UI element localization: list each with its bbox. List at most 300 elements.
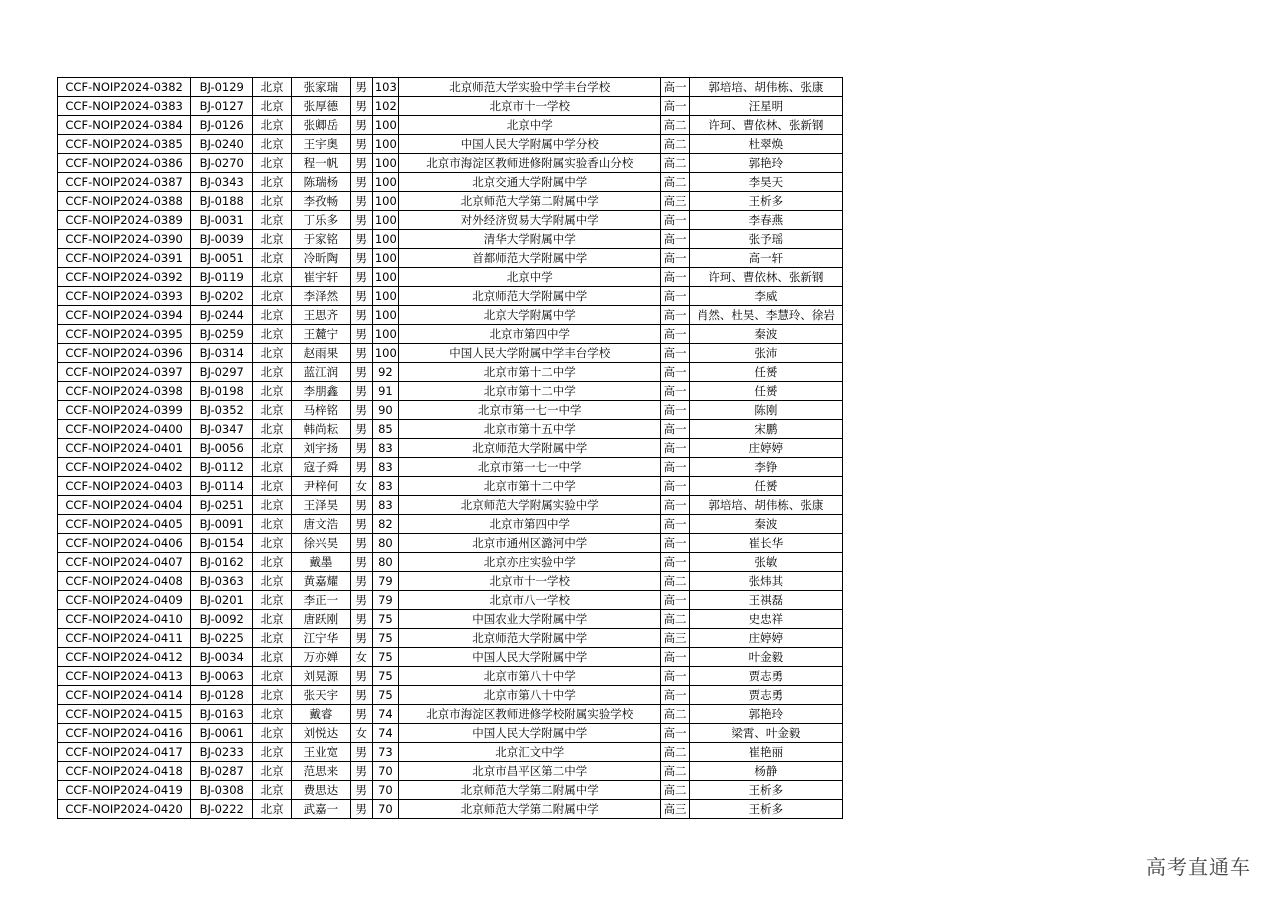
cell-student-name: 江宁华 xyxy=(292,629,351,648)
cell-school: 北京市第十二中学 xyxy=(399,382,661,401)
cell-gender: 男 xyxy=(350,211,372,230)
cell-grade: 高一 xyxy=(661,458,689,477)
cell-grade: 高一 xyxy=(661,325,689,344)
cell-school: 北京师范大学第二附属中学 xyxy=(399,800,661,819)
cell-school: 北京汇文中学 xyxy=(399,743,661,762)
cell-grade: 高三 xyxy=(661,192,689,211)
cell-school: 首都师范大学附属中学 xyxy=(399,249,661,268)
cell-competitor-code: BJ-0201 xyxy=(191,591,253,610)
cell-province: 北京 xyxy=(253,477,292,496)
cell-student-name: 寇子舜 xyxy=(292,458,351,477)
cell-student-name: 万亦婵 xyxy=(292,648,351,667)
cell-gender: 男 xyxy=(350,743,372,762)
table-row xyxy=(58,97,843,116)
cell-gender: 男 xyxy=(350,249,372,268)
cell-score: 73 xyxy=(372,743,398,762)
cell-competitor-code: BJ-0129 xyxy=(191,78,253,97)
cell-coach: 王析多 xyxy=(689,192,842,211)
cell-coach: 肖然、杜昊、李慧玲、徐岩 xyxy=(689,306,842,325)
cell-coach: 张敏 xyxy=(689,553,842,572)
cell-score: 75 xyxy=(372,648,398,667)
cell-coach: 贾志勇 xyxy=(689,686,842,705)
cell-competitor-code: BJ-0112 xyxy=(191,458,253,477)
cell-grade: 高二 xyxy=(661,116,689,135)
cell-score: 103 xyxy=(372,78,398,97)
cell-competitor-code: BJ-0127 xyxy=(191,97,253,116)
table-row xyxy=(58,515,843,534)
cell-gender: 男 xyxy=(350,192,372,211)
cell-province: 北京 xyxy=(253,78,292,97)
cell-registration-id: CCF-NOIP2024-0391 xyxy=(58,249,191,268)
cell-student-name: 黄嘉耀 xyxy=(292,572,351,591)
cell-score: 100 xyxy=(372,116,398,135)
cell-competitor-code: BJ-0051 xyxy=(191,249,253,268)
cell-school: 北京大学附属中学 xyxy=(399,306,661,325)
cell-competitor-code: BJ-0240 xyxy=(191,135,253,154)
cell-registration-id: CCF-NOIP2024-0400 xyxy=(58,420,191,439)
cell-score: 100 xyxy=(372,192,398,211)
cell-score: 100 xyxy=(372,230,398,249)
cell-province: 北京 xyxy=(253,553,292,572)
cell-student-name: 李泽然 xyxy=(292,287,351,306)
cell-registration-id: CCF-NOIP2024-0392 xyxy=(58,268,191,287)
cell-grade: 高一 xyxy=(661,268,689,287)
cell-competitor-code: BJ-0225 xyxy=(191,629,253,648)
cell-grade: 高一 xyxy=(661,401,689,420)
table-row xyxy=(58,781,843,800)
cell-coach: 李春燕 xyxy=(689,211,842,230)
cell-registration-id: CCF-NOIP2024-0415 xyxy=(58,705,191,724)
cell-coach: 任赟 xyxy=(689,477,842,496)
cell-gender: 男 xyxy=(350,173,372,192)
table-row xyxy=(58,553,843,572)
cell-competitor-code: BJ-0287 xyxy=(191,762,253,781)
cell-gender: 男 xyxy=(350,154,372,173)
cell-coach: 汪星明 xyxy=(689,97,842,116)
cell-competitor-code: BJ-0352 xyxy=(191,401,253,420)
cell-score: 100 xyxy=(372,287,398,306)
cell-student-name: 陈瑞杨 xyxy=(292,173,351,192)
table-row xyxy=(58,363,843,382)
cell-gender: 男 xyxy=(350,287,372,306)
cell-student-name: 张厚德 xyxy=(292,97,351,116)
cell-competitor-code: BJ-0162 xyxy=(191,553,253,572)
cell-score: 82 xyxy=(372,515,398,534)
cell-school: 中国人民大学附属中学分校 xyxy=(399,135,661,154)
cell-registration-id: CCF-NOIP2024-0402 xyxy=(58,458,191,477)
cell-grade: 高二 xyxy=(661,610,689,629)
table-row xyxy=(58,705,843,724)
cell-coach: 郭艳玲 xyxy=(689,154,842,173)
cell-competitor-code: BJ-0154 xyxy=(191,534,253,553)
cell-registration-id: CCF-NOIP2024-0416 xyxy=(58,724,191,743)
cell-score: 83 xyxy=(372,439,398,458)
cell-student-name: 王宇奥 xyxy=(292,135,351,154)
cell-student-name: 蓝江润 xyxy=(292,363,351,382)
table-row xyxy=(58,800,843,819)
cell-gender: 女 xyxy=(350,477,372,496)
cell-student-name: 韩尚耘 xyxy=(292,420,351,439)
cell-gender: 男 xyxy=(350,325,372,344)
cell-student-name: 尹梓何 xyxy=(292,477,351,496)
cell-competitor-code: BJ-0363 xyxy=(191,572,253,591)
cell-gender: 男 xyxy=(350,382,372,401)
cell-province: 北京 xyxy=(253,268,292,287)
cell-school: 中国农业大学附属中学 xyxy=(399,610,661,629)
table-row xyxy=(58,724,843,743)
cell-score: 70 xyxy=(372,781,398,800)
cell-score: 83 xyxy=(372,458,398,477)
cell-student-name: 张家瑞 xyxy=(292,78,351,97)
cell-student-name: 王思齐 xyxy=(292,306,351,325)
cell-grade: 高一 xyxy=(661,363,689,382)
cell-gender: 男 xyxy=(350,686,372,705)
cell-province: 北京 xyxy=(253,762,292,781)
cell-competitor-code: BJ-0202 xyxy=(191,287,253,306)
cell-competitor-code: BJ-0163 xyxy=(191,705,253,724)
cell-gender: 男 xyxy=(350,420,372,439)
cell-score: 75 xyxy=(372,610,398,629)
cell-coach: 史忠祥 xyxy=(689,610,842,629)
cell-coach: 庄婷婷 xyxy=(689,629,842,648)
cell-student-name: 冷昕陶 xyxy=(292,249,351,268)
table-row xyxy=(58,667,843,686)
cell-score: 91 xyxy=(372,382,398,401)
cell-coach: 李铮 xyxy=(689,458,842,477)
cell-grade: 高一 xyxy=(661,78,689,97)
cell-gender: 男 xyxy=(350,515,372,534)
cell-coach: 庄婷婷 xyxy=(689,439,842,458)
cell-coach: 任赟 xyxy=(689,363,842,382)
cell-grade: 高二 xyxy=(661,781,689,800)
cell-coach: 陈刚 xyxy=(689,401,842,420)
cell-grade: 高二 xyxy=(661,705,689,724)
cell-gender: 女 xyxy=(350,724,372,743)
cell-student-name: 崔宇轩 xyxy=(292,268,351,287)
cell-registration-id: CCF-NOIP2024-0383 xyxy=(58,97,191,116)
cell-grade: 高一 xyxy=(661,344,689,363)
cell-score: 79 xyxy=(372,591,398,610)
cell-registration-id: CCF-NOIP2024-0417 xyxy=(58,743,191,762)
cell-province: 北京 xyxy=(253,306,292,325)
cell-province: 北京 xyxy=(253,135,292,154)
cell-score: 102 xyxy=(372,97,398,116)
cell-coach: 张予瑶 xyxy=(689,230,842,249)
cell-competitor-code: BJ-0039 xyxy=(191,230,253,249)
cell-score: 92 xyxy=(372,363,398,382)
cell-school: 北京市海淀区教师进修学校附属实验学校 xyxy=(399,705,661,724)
cell-coach: 杜翠焕 xyxy=(689,135,842,154)
cell-score: 100 xyxy=(372,135,398,154)
cell-province: 北京 xyxy=(253,249,292,268)
cell-coach: 李昊天 xyxy=(689,173,842,192)
cell-competitor-code: BJ-0251 xyxy=(191,496,253,515)
table-row xyxy=(58,325,843,344)
table-row xyxy=(58,249,843,268)
cell-school: 北京师范大学第二附属中学 xyxy=(399,192,661,211)
cell-coach: 任赟 xyxy=(689,382,842,401)
cell-score: 70 xyxy=(372,800,398,819)
cell-student-name: 张卿岳 xyxy=(292,116,351,135)
cell-competitor-code: BJ-0244 xyxy=(191,306,253,325)
cell-school: 北京交通大学附属中学 xyxy=(399,173,661,192)
cell-school: 对外经济贸易大学附属中学 xyxy=(399,211,661,230)
cell-student-name: 刘宇扬 xyxy=(292,439,351,458)
cell-province: 北京 xyxy=(253,534,292,553)
cell-grade: 高二 xyxy=(661,173,689,192)
cell-province: 北京 xyxy=(253,420,292,439)
table-row xyxy=(58,344,843,363)
cell-competitor-code: BJ-0297 xyxy=(191,363,253,382)
cell-province: 北京 xyxy=(253,686,292,705)
cell-school: 北京市第八十中学 xyxy=(399,686,661,705)
cell-student-name: 唐文浩 xyxy=(292,515,351,534)
cell-school: 中国人民大学附属中学 xyxy=(399,724,661,743)
cell-score: 74 xyxy=(372,705,398,724)
cell-gender: 男 xyxy=(350,230,372,249)
cell-registration-id: CCF-NOIP2024-0385 xyxy=(58,135,191,154)
cell-province: 北京 xyxy=(253,515,292,534)
cell-registration-id: CCF-NOIP2024-0393 xyxy=(58,287,191,306)
cell-competitor-code: BJ-0063 xyxy=(191,667,253,686)
cell-registration-id: CCF-NOIP2024-0387 xyxy=(58,173,191,192)
cell-registration-id: CCF-NOIP2024-0407 xyxy=(58,553,191,572)
cell-student-name: 李朋鑫 xyxy=(292,382,351,401)
table-row xyxy=(58,686,843,705)
cell-competitor-code: BJ-0198 xyxy=(191,382,253,401)
cell-school: 中国人民大学附属中学 xyxy=(399,648,661,667)
cell-competitor-code: BJ-0092 xyxy=(191,610,253,629)
cell-school: 北京市第四中学 xyxy=(399,325,661,344)
cell-registration-id: CCF-NOIP2024-0388 xyxy=(58,192,191,211)
cell-gender: 男 xyxy=(350,610,372,629)
cell-grade: 高一 xyxy=(661,648,689,667)
cell-registration-id: CCF-NOIP2024-0420 xyxy=(58,800,191,819)
cell-province: 北京 xyxy=(253,458,292,477)
cell-gender: 男 xyxy=(350,667,372,686)
table-row xyxy=(58,154,843,173)
cell-grade: 高一 xyxy=(661,230,689,249)
cell-school: 北京师范大学实验中学丰台学校 xyxy=(399,78,661,97)
cell-registration-id: CCF-NOIP2024-0408 xyxy=(58,572,191,591)
table-row xyxy=(58,116,843,135)
cell-registration-id: CCF-NOIP2024-0410 xyxy=(58,610,191,629)
cell-registration-id: CCF-NOIP2024-0395 xyxy=(58,325,191,344)
cell-coach: 贾志勇 xyxy=(689,667,842,686)
cell-grade: 高一 xyxy=(661,306,689,325)
cell-gender: 男 xyxy=(350,344,372,363)
cell-coach: 郭艳玲 xyxy=(689,705,842,724)
cell-grade: 高二 xyxy=(661,762,689,781)
cell-school: 中国人民大学附属中学丰台学校 xyxy=(399,344,661,363)
cell-registration-id: CCF-NOIP2024-0389 xyxy=(58,211,191,230)
cell-competitor-code: BJ-0270 xyxy=(191,154,253,173)
cell-student-name: 马梓铭 xyxy=(292,401,351,420)
cell-student-name: 范思来 xyxy=(292,762,351,781)
table-row xyxy=(58,572,843,591)
cell-grade: 高一 xyxy=(661,553,689,572)
cell-gender: 男 xyxy=(350,629,372,648)
cell-school: 北京市第一七一中学 xyxy=(399,458,661,477)
cell-grade: 高二 xyxy=(661,572,689,591)
cell-competitor-code: BJ-0259 xyxy=(191,325,253,344)
cell-province: 北京 xyxy=(253,116,292,135)
cell-score: 100 xyxy=(372,173,398,192)
cell-grade: 高一 xyxy=(661,211,689,230)
cell-grade: 高一 xyxy=(661,249,689,268)
cell-competitor-code: BJ-0126 xyxy=(191,116,253,135)
cell-coach: 高一轩 xyxy=(689,249,842,268)
cell-province: 北京 xyxy=(253,382,292,401)
cell-registration-id: CCF-NOIP2024-0398 xyxy=(58,382,191,401)
cell-grade: 高一 xyxy=(661,382,689,401)
cell-student-name: 唐跃刚 xyxy=(292,610,351,629)
cell-registration-id: CCF-NOIP2024-0419 xyxy=(58,781,191,800)
cell-score: 80 xyxy=(372,553,398,572)
cell-school: 北京市第十二中学 xyxy=(399,363,661,382)
cell-gender: 女 xyxy=(350,648,372,667)
cell-gender: 男 xyxy=(350,135,372,154)
cell-registration-id: CCF-NOIP2024-0413 xyxy=(58,667,191,686)
results-table xyxy=(57,77,843,819)
cell-score: 75 xyxy=(372,629,398,648)
cell-coach: 张炜其 xyxy=(689,572,842,591)
watermark: 高考直通车 xyxy=(1146,855,1251,879)
cell-competitor-code: BJ-0119 xyxy=(191,268,253,287)
cell-score: 100 xyxy=(372,268,398,287)
cell-province: 北京 xyxy=(253,572,292,591)
cell-grade: 高一 xyxy=(661,667,689,686)
cell-competitor-code: BJ-0314 xyxy=(191,344,253,363)
cell-student-name: 程一帆 xyxy=(292,154,351,173)
cell-coach: 秦波 xyxy=(689,325,842,344)
cell-province: 北京 xyxy=(253,591,292,610)
cell-grade: 高一 xyxy=(661,534,689,553)
cell-gender: 男 xyxy=(350,268,372,287)
cell-student-name: 刘晃源 xyxy=(292,667,351,686)
cell-student-name: 徐兴昊 xyxy=(292,534,351,553)
cell-registration-id: CCF-NOIP2024-0405 xyxy=(58,515,191,534)
cell-province: 北京 xyxy=(253,705,292,724)
cell-school: 北京市八一学校 xyxy=(399,591,661,610)
cell-registration-id: CCF-NOIP2024-0404 xyxy=(58,496,191,515)
cell-school: 北京市昌平区第二中学 xyxy=(399,762,661,781)
cell-coach: 叶金毅 xyxy=(689,648,842,667)
table-row xyxy=(58,762,843,781)
cell-student-name: 武嘉一 xyxy=(292,800,351,819)
table-row xyxy=(58,268,843,287)
cell-competitor-code: BJ-0128 xyxy=(191,686,253,705)
table-row xyxy=(58,78,843,97)
cell-grade: 高一 xyxy=(661,686,689,705)
table-body xyxy=(58,78,843,819)
cell-student-name: 丁乐多 xyxy=(292,211,351,230)
cell-province: 北京 xyxy=(253,743,292,762)
cell-student-name: 戴墨 xyxy=(292,553,351,572)
cell-competitor-code: BJ-0056 xyxy=(191,439,253,458)
cell-province: 北京 xyxy=(253,781,292,800)
table-row xyxy=(58,192,843,211)
cell-grade: 高一 xyxy=(661,477,689,496)
cell-gender: 男 xyxy=(350,458,372,477)
cell-registration-id: CCF-NOIP2024-0399 xyxy=(58,401,191,420)
cell-gender: 男 xyxy=(350,591,372,610)
cell-competitor-code: BJ-0222 xyxy=(191,800,253,819)
cell-grade: 高一 xyxy=(661,420,689,439)
cell-grade: 高一 xyxy=(661,439,689,458)
table-row xyxy=(58,401,843,420)
cell-province: 北京 xyxy=(253,496,292,515)
cell-province: 北京 xyxy=(253,629,292,648)
cell-student-name: 赵雨果 xyxy=(292,344,351,363)
cell-coach: 崔长华 xyxy=(689,534,842,553)
cell-score: 79 xyxy=(372,572,398,591)
table-row xyxy=(58,629,843,648)
table-row xyxy=(58,591,843,610)
cell-student-name: 李正一 xyxy=(292,591,351,610)
cell-student-name: 张天宇 xyxy=(292,686,351,705)
cell-school: 北京师范大学第二附属中学 xyxy=(399,781,661,800)
table-row xyxy=(58,743,843,762)
cell-coach: 崔艳丽 xyxy=(689,743,842,762)
cell-grade: 高一 xyxy=(661,515,689,534)
table-row xyxy=(58,420,843,439)
cell-grade: 高一 xyxy=(661,97,689,116)
cell-coach: 王析多 xyxy=(689,781,842,800)
table-row xyxy=(58,477,843,496)
cell-province: 北京 xyxy=(253,211,292,230)
cell-score: 100 xyxy=(372,249,398,268)
cell-coach: 许珂、曹依林、张新钢 xyxy=(689,116,842,135)
cell-competitor-code: BJ-0308 xyxy=(191,781,253,800)
cell-province: 北京 xyxy=(253,173,292,192)
cell-score: 85 xyxy=(372,420,398,439)
cell-gender: 男 xyxy=(350,553,372,572)
table-row xyxy=(58,458,843,477)
cell-registration-id: CCF-NOIP2024-0406 xyxy=(58,534,191,553)
cell-score: 83 xyxy=(372,496,398,515)
table-row xyxy=(58,287,843,306)
cell-school: 北京市十一学校 xyxy=(399,572,661,591)
cell-gender: 男 xyxy=(350,781,372,800)
cell-province: 北京 xyxy=(253,610,292,629)
table-row xyxy=(58,211,843,230)
cell-competitor-code: BJ-0343 xyxy=(191,173,253,192)
cell-province: 北京 xyxy=(253,344,292,363)
cell-gender: 男 xyxy=(350,705,372,724)
table-row xyxy=(58,648,843,667)
cell-gender: 男 xyxy=(350,78,372,97)
cell-score: 100 xyxy=(372,325,398,344)
cell-coach: 王析多 xyxy=(689,800,842,819)
cell-province: 北京 xyxy=(253,800,292,819)
cell-school: 北京师范大学附属实验中学 xyxy=(399,496,661,515)
cell-school: 北京市通州区潞河中学 xyxy=(399,534,661,553)
cell-gender: 男 xyxy=(350,439,372,458)
table-row xyxy=(58,534,843,553)
cell-registration-id: CCF-NOIP2024-0382 xyxy=(58,78,191,97)
cell-grade: 高二 xyxy=(661,743,689,762)
cell-grade: 高二 xyxy=(661,154,689,173)
cell-school: 北京市第十五中学 xyxy=(399,420,661,439)
cell-coach: 郭培培、胡伟栋、张康 xyxy=(689,78,842,97)
cell-school: 清华大学附属中学 xyxy=(399,230,661,249)
cell-score: 100 xyxy=(372,211,398,230)
cell-coach: 许珂、曹依林、张新钢 xyxy=(689,268,842,287)
cell-school: 北京中学 xyxy=(399,116,661,135)
table-row xyxy=(58,610,843,629)
cell-student-name: 王麓宁 xyxy=(292,325,351,344)
